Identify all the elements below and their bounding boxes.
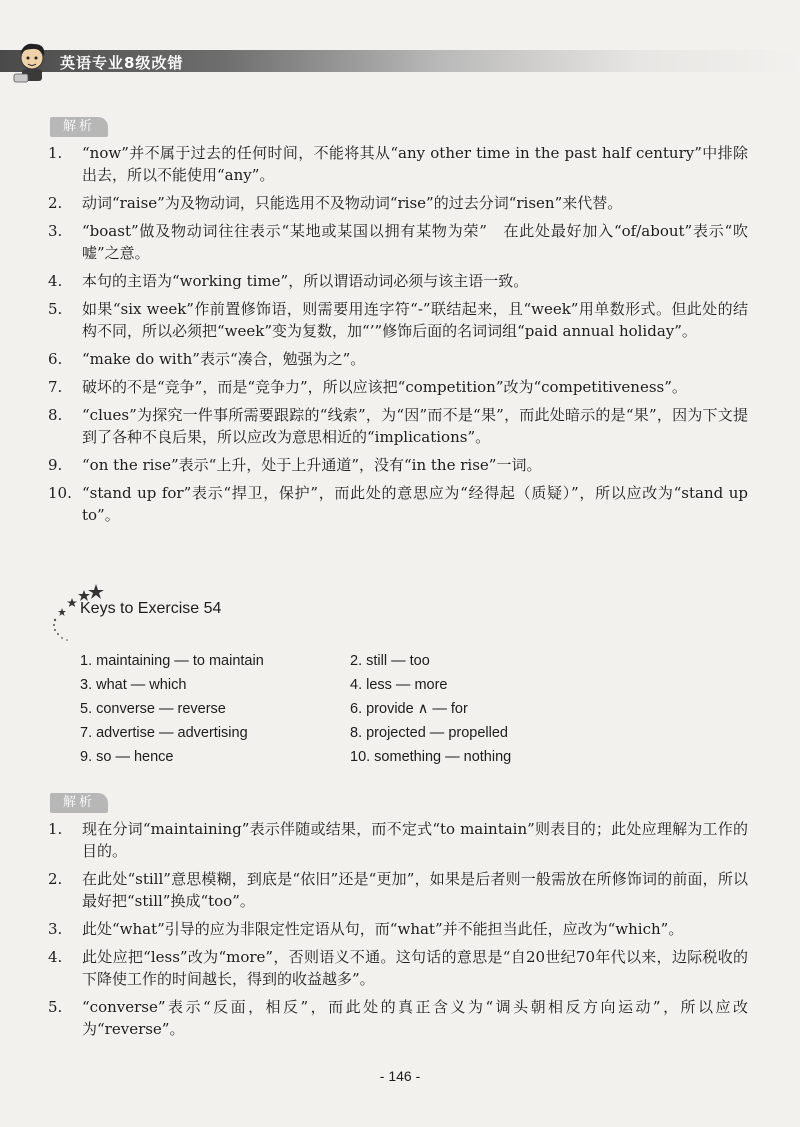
analysis-list-2 (48, 818, 748, 1046)
item-text: “converse”表示“反面，相反”，而此处的真正含义为“调头朝相反方向运动”，所以应改为“reverse”。 (82, 998, 748, 1038)
list-item (48, 192, 748, 214)
item-text: “boast”做及物动词往往表示“某地或某国以拥有某物为荣” 在此处最好加入“of/about”表示“吹嘘”之意。 (82, 222, 748, 262)
item-text: “make do with”表示“凑合，勉强为之”。 (82, 350, 366, 368)
item-text: “on the rise”表示“上升，处于上升通道”，没有“in the rise”一词。 (82, 456, 542, 474)
list-item (48, 270, 748, 292)
key-answer: 4. less — more (350, 677, 448, 693)
item-number: 3. (48, 920, 63, 938)
key-answer: 10. something — nothing (350, 749, 512, 765)
item-text: 在此处“still”意思模糊，到底是“依旧”还是“更加”，如果是后者则一般需放在所修饰词的前面，所以最好把“still”换成“too”。 (82, 870, 748, 910)
list-item (48, 298, 748, 342)
list-item (48, 376, 748, 398)
key-answer: 6. provide ∧ — for (350, 701, 468, 717)
item-text: 本句的主语为“working time”，所以谓语动词必须与该主语一致。 (82, 272, 529, 290)
item-number: 5. (48, 998, 63, 1016)
list-item (48, 220, 748, 264)
item-number: 8. (48, 406, 63, 424)
item-text: 此处应把“less”改为“more”，否则语义不通。这句话的意思是“自20世纪70年代以来，边际税收的下降使工作的时间越长，得到的收益越多”。 (82, 948, 748, 988)
item-number: 2. (48, 194, 63, 212)
key-answer: 7. advertise — advertising (80, 725, 248, 741)
item-text: 动词“raise”为及物动词，只能选用不及物动词“rise”的过去分词“risen”来代替。 (82, 194, 623, 212)
list-item (48, 818, 748, 862)
list-item (48, 996, 748, 1040)
list-item (48, 918, 748, 940)
item-number: 2. (48, 870, 63, 888)
page-header (0, 40, 800, 84)
header-title: 英语专业8级改错 (60, 54, 184, 72)
item-text: 此处“what”引导的应为非限定性定语从句，而“what”并不能担当此任，应改为“which”。 (82, 920, 684, 938)
item-text: “clues”为探究一件事所需要跟踪的“线索”，为“因”而不是“果”，而此处暗示的是“果”，因为下文提到了各种不良后果，所以应改为意思相近的“implications”。 (82, 406, 748, 446)
list-item (48, 946, 748, 990)
analysis-tag-1: 解析 (50, 117, 108, 137)
item-number: 10. (48, 484, 72, 502)
item-number: 4. (48, 948, 63, 966)
item-number: 6. (48, 350, 63, 368)
item-text: 现在分词“maintaining”表示伴随或结果，而不定式“to maintain”则表目的；此处应理解为工作的目的。 (82, 820, 748, 860)
key-answer: 1. maintaining — to maintain (80, 653, 264, 669)
item-text: “now”并不属于过去的任何时间，不能将其从“any other time in the past half century”中排除出去，所以不能使用“any”。 (82, 144, 748, 184)
item-text: 如果“six week”作前置修饰语，则需要用连字符“-”联结起来，且“week”用单数形式。但此处的结构不同，所以必须把“week”变为复数，加“’”修饰后面的名词词组“paid annual holiday”。 (82, 300, 748, 340)
item-number: 4. (48, 272, 63, 290)
item-text: “stand up for”表示“捍卫，保护”，而此处的意思应为“经得起（质疑）”，所以应改为“stand up to”。 (82, 484, 748, 524)
list-item (48, 404, 748, 448)
key-answer: 5. converse — reverse (80, 701, 226, 717)
item-text: 破坏的不是“竞争”，而是“竞争力”，所以应该把“competition”改为“competitiveness”。 (82, 378, 687, 396)
key-answer: 2. still — too (350, 653, 430, 669)
item-number: 3. (48, 222, 63, 240)
key-answer: 9. so — hence (80, 749, 174, 765)
list-item (48, 482, 748, 526)
list-item (48, 868, 748, 912)
item-number: 1. (48, 820, 63, 838)
list-item (48, 348, 748, 370)
item-number: 1. (48, 144, 63, 162)
item-number: 9. (48, 456, 63, 474)
list-item (48, 454, 748, 476)
page-number: - 146 - (379, 1068, 421, 1084)
list-item (48, 142, 748, 186)
item-number: 5. (48, 300, 63, 318)
keys-grid (80, 650, 580, 768)
item-number: 7. (48, 378, 63, 396)
key-answer: 3. what — which (80, 677, 187, 693)
keys-title: Keys to Exercise 54 (80, 600, 222, 617)
mascot-icon (10, 40, 56, 84)
analysis-list-1 (48, 142, 748, 532)
key-answer: 8. projected — propelled (350, 725, 508, 741)
analysis-tag-2: 解析 (50, 793, 108, 813)
